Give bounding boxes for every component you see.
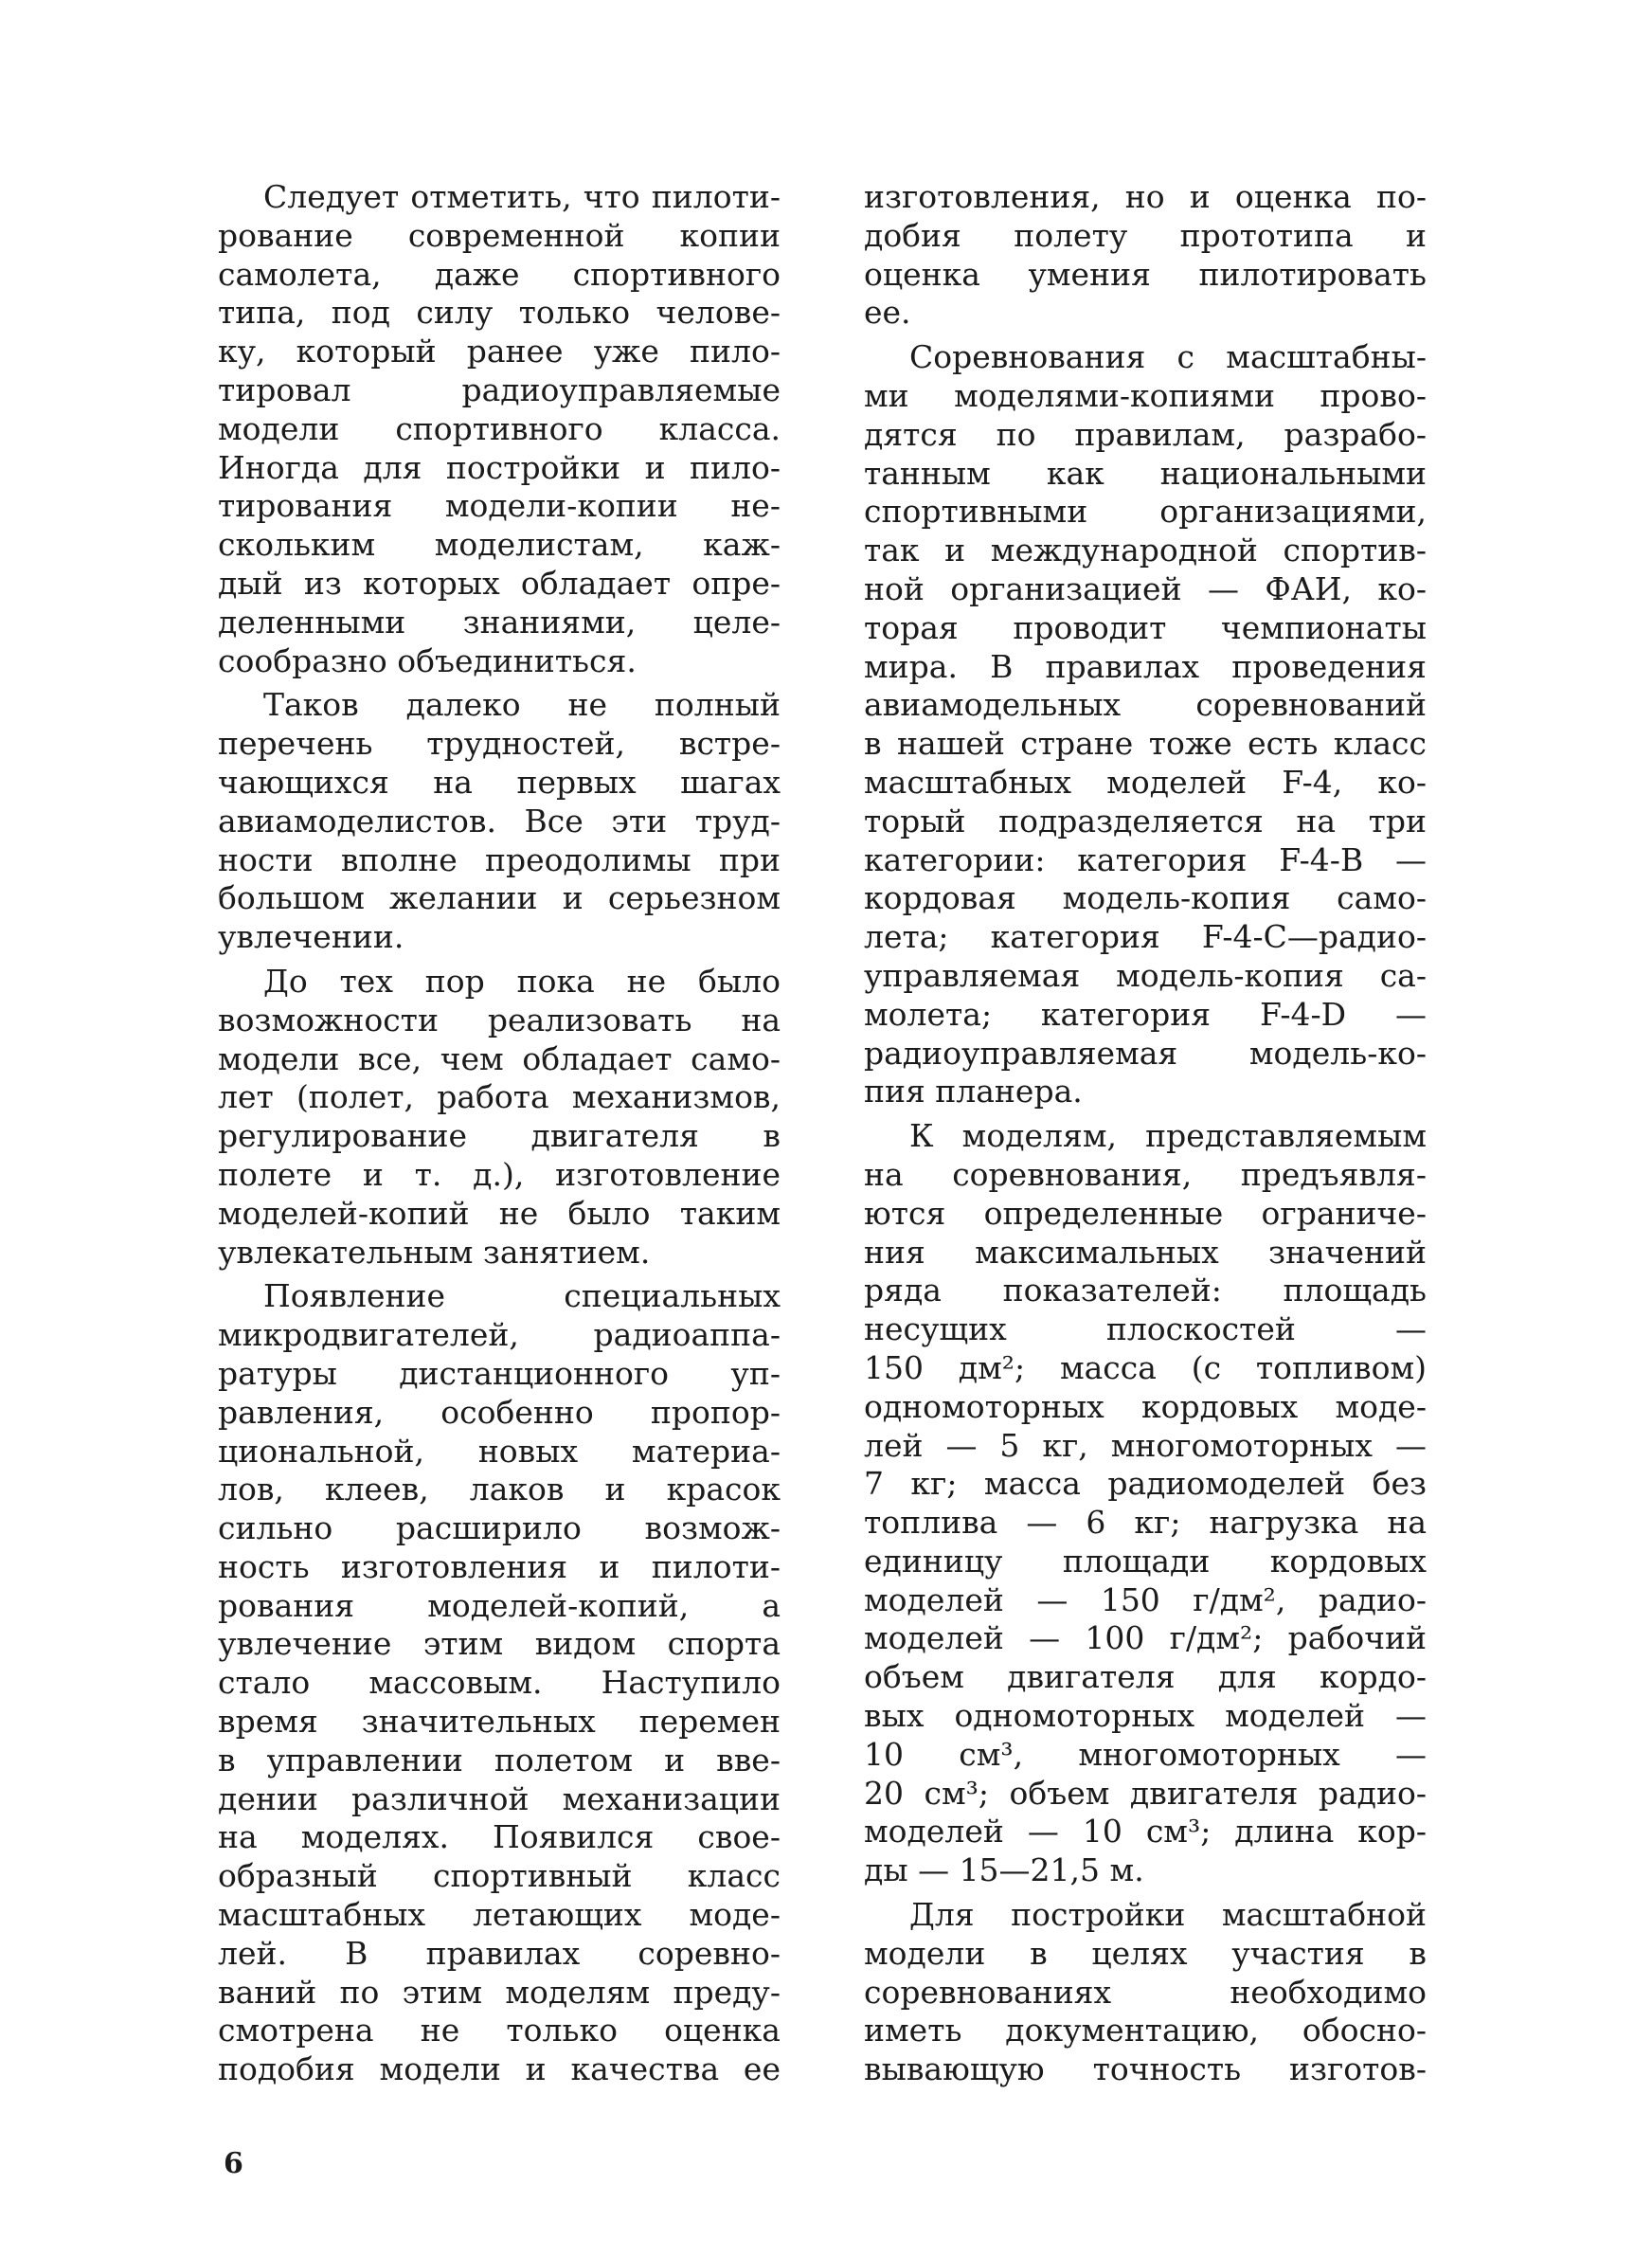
text-line: лей — 5 кг, многомоторных —	[864, 1426, 1427, 1464]
text-line: Соревнования с масштабны-	[909, 338, 1427, 376]
text-line: 150 дм²; масса (с топливом)	[864, 1348, 1427, 1386]
text-line: увлечении.	[218, 918, 404, 956]
text-line: танным как национальными	[864, 454, 1427, 492]
text-line: торый подразделяется на три	[864, 802, 1427, 840]
text-line: лета; категория F-4-C—радио-	[864, 918, 1427, 956]
text-line: в управлении полетом и вве-	[218, 1741, 781, 1779]
text-line: на соревнования, предъявля-	[864, 1155, 1427, 1193]
text-line: в нашей стране тоже есть класс	[864, 725, 1427, 763]
text-line: подобия модели и качества ее	[218, 2050, 781, 2088]
text-line: Таков далеко не полный	[263, 686, 781, 724]
text-line: рование современной копии	[218, 216, 781, 254]
text-line: регулирование двигателя в	[218, 1117, 781, 1155]
text-line: время значительных перемен	[218, 1703, 781, 1741]
paragraph	[218, 178, 781, 680]
text-line: лет (полет, работа механизмов,	[218, 1078, 781, 1116]
text-line: объем двигателя для кордо-	[864, 1658, 1427, 1696]
text-line: До тех пор пока не было	[263, 962, 781, 1000]
text-line: иметь документацию, обосно-	[864, 2012, 1427, 2049]
text-line: пия планера.	[864, 1073, 1083, 1110]
paragraph	[218, 686, 781, 957]
text-line: Иногда для постройки и пило-	[218, 448, 781, 486]
text-line: рования моделей-копий, а	[218, 1586, 781, 1624]
text-line: соревнованиях необходимо	[864, 1973, 1427, 2011]
text-line: на моделях. Появился свое-	[218, 1818, 781, 1856]
text-line: модели в целях участия в	[864, 1934, 1427, 1972]
text-line: ряда показателей: площадь	[864, 1272, 1427, 1309]
text-line: самолета, даже спортивного	[218, 255, 781, 293]
text-line: увлекательным занятием.	[218, 1233, 651, 1271]
text-line: микродвигателей, радиоаппа-	[218, 1316, 781, 1354]
text-line: полете и т. д.), изготовление	[218, 1155, 781, 1193]
text-line: оценка умения пилотировать	[864, 255, 1427, 293]
text-line: вывающую точность изготов-	[864, 2050, 1427, 2088]
text-line: единицу площади кордовых	[864, 1542, 1427, 1580]
text-line: изготовления, но и оценка по-	[864, 178, 1427, 215]
text-line: радиоуправляемая модель-ко-	[864, 1034, 1427, 1072]
text-line: сообразно объединиться.	[218, 641, 637, 679]
text-line: ность изготовления и пилоти-	[218, 1547, 781, 1585]
paragraph	[864, 338, 1427, 1111]
text-line: моделей — 100 г/дм²; рабочий	[864, 1619, 1427, 1657]
text-line: 7 кг; масса радиомоделей без	[864, 1465, 1427, 1503]
left-text-column	[218, 178, 781, 2089]
text-line: торая проводит чемпионаты	[864, 608, 1427, 646]
text-line: лов, клеев, лаков и красок	[218, 1471, 781, 1508]
text-line: тирования модели-копии не-	[218, 487, 781, 525]
text-line: ды — 15—21,5 м.	[864, 1851, 1144, 1889]
text-line: вых одномоторных моделей —	[864, 1697, 1427, 1735]
text-line: типа, под силу только челове-	[218, 294, 781, 332]
text-line: сильно расширило возмож-	[218, 1509, 781, 1547]
text-line: ются определенные ограниче-	[864, 1194, 1427, 1232]
text-line: Появление специальных	[263, 1277, 781, 1315]
text-line: ности вполне преодолимы при	[218, 840, 781, 878]
text-line: управляемая модель-копия са-	[864, 956, 1427, 994]
text-line: деленными знаниями, целе-	[218, 603, 781, 641]
text-line: моделей — 150 г/дм², радио-	[864, 1580, 1427, 1618]
text-line: топлива — 6 кг; нагрузка на	[864, 1504, 1427, 1542]
text-line: чающихся на первых шагах	[218, 763, 781, 801]
text-line: ратуры дистанционного уп-	[218, 1354, 781, 1392]
paragraph	[864, 1117, 1427, 1890]
text-line: увлечение этим видом спорта	[218, 1625, 781, 1663]
text-line: масштабных летающих моде-	[218, 1896, 781, 1934]
text-line: ку, который ранее уже пило-	[218, 333, 781, 370]
text-line: 10 см³, многомоторных —	[864, 1735, 1427, 1773]
text-line: дый из которых обладает опре-	[218, 564, 781, 602]
text-line: моделей — 10 см³; длина кор-	[864, 1813, 1427, 1851]
text-line: К моделям, представляемым	[909, 1117, 1427, 1155]
text-line: так и международной спортив-	[864, 532, 1427, 569]
text-line: дятся по правилам, разрабо-	[864, 415, 1427, 453]
text-line: модели спортивного класса.	[218, 409, 781, 447]
text-line: ми моделями-копиями прово-	[864, 376, 1427, 414]
text-line: Следует отметить, что пилоти-	[263, 178, 781, 215]
text-line: молета; категория F-4-D —	[864, 995, 1427, 1033]
text-line: ния максимальных значений	[864, 1233, 1427, 1271]
text-line: лей. В правилах соревно-	[218, 1934, 781, 1972]
text-line: категории: категория F-4-B —	[864, 840, 1427, 878]
text-line: Для постройки масштабной	[909, 1896, 1427, 1934]
text-line: смотрена не только оценка	[218, 2012, 781, 2049]
text-line: одномоторных кордовых моде-	[864, 1387, 1427, 1425]
text-line: несущих плоскостей —	[864, 1310, 1427, 1348]
text-line: спортивными организациями,	[864, 493, 1427, 531]
text-line: ее.	[864, 294, 911, 332]
text-line: авиамоделистов. Все эти труд-	[218, 802, 781, 840]
text-line: равления, особенно пропор-	[218, 1393, 781, 1431]
text-line: 20 см³; объем двигателя радио-	[864, 1774, 1427, 1812]
text-line: возможности реализовать на	[218, 1001, 781, 1038]
text-line: моделей-копий не было таким	[218, 1194, 781, 1232]
text-line: скольким моделистам, каж-	[218, 526, 781, 564]
text-line: дении различной механизации	[218, 1779, 781, 1817]
text-line: образный спортивный класс	[218, 1857, 781, 1895]
text-line: большом желании и серьезном	[218, 879, 781, 917]
text-line: модели все, чем обладает само-	[218, 1039, 781, 1077]
text-line: ваний по этим моделям преду-	[218, 1973, 781, 2011]
paragraph	[864, 178, 1427, 333]
text-line: ной организацией — ФАИ, ко-	[864, 569, 1427, 607]
paragraph	[218, 963, 781, 1272]
paragraph	[864, 1896, 1427, 2089]
page-number: 6	[224, 2147, 243, 2180]
paragraph	[218, 1277, 781, 2089]
text-line: стало массовым. Наступило	[218, 1664, 781, 1702]
text-line: циональной, новых материа-	[218, 1432, 781, 1470]
text-line: масштабных моделей F-4, ко-	[864, 763, 1427, 801]
text-line: тировал радиоуправляемые	[218, 370, 781, 408]
text-line: мира. В правилах проведения	[864, 647, 1427, 685]
text-line: авиамодельных соревнований	[864, 686, 1427, 724]
right-text-column	[864, 178, 1427, 2089]
text-line: добия полету прототипа и	[864, 216, 1427, 254]
text-line: перечень трудностей, встре-	[218, 725, 781, 763]
text-line: кордовая модель-копия само-	[864, 879, 1427, 917]
